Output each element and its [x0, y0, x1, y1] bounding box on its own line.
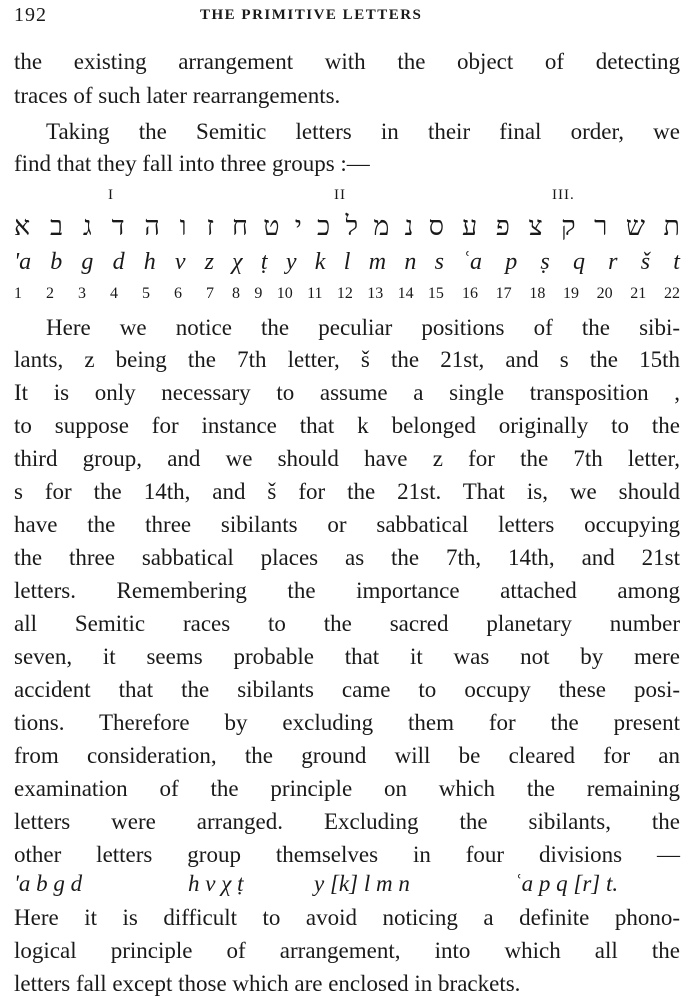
hebrew-letter: ח [232, 211, 248, 241]
translit-letter: 'a [14, 249, 32, 275]
text-line: It is only necessary to assume a single transposition , [14, 380, 680, 405]
letter-number: 14 [397, 285, 414, 302]
text-line: the existing arrangement with the object of detecting [14, 49, 680, 74]
translit-letter: y [285, 249, 297, 275]
hebrew-letter: ס [428, 211, 444, 241]
letter-number: 10 [276, 285, 293, 302]
letter-number: 18 [529, 285, 546, 302]
translit-letter: χ [232, 249, 243, 275]
group-label-1: I [108, 187, 114, 203]
hebrew-letter: ה [144, 211, 160, 241]
hebrew-group-3 [462, 210, 680, 242]
hebrew-letter: ע [462, 211, 478, 241]
hebrew-letter: ש [625, 211, 646, 241]
text-line: third group, and we should have z for the 7th letter, [14, 446, 680, 471]
hebrew-letters-row [14, 210, 680, 242]
hebrew-letter: א [14, 211, 31, 241]
text-line: Taking the Semitic letters in their final order, we [46, 119, 680, 144]
text-line: other letters group themselves in four divisions — [14, 842, 680, 867]
letter-number: 19 [562, 285, 579, 302]
hebrew-letter: ז [206, 211, 214, 241]
numbers-group-1 [14, 284, 214, 304]
letter-number: 4 [110, 285, 118, 302]
letter-number: 15 [427, 285, 444, 302]
translit-letter: p [505, 249, 518, 275]
letter-number: 3 [78, 285, 86, 302]
numbers-group-2 [232, 284, 444, 304]
letter-number: 12 [336, 285, 353, 302]
division-1: 'a b g d [14, 871, 83, 896]
text-line: letters were arranged. Excluding the sibilants, the [14, 809, 680, 834]
letter-number: 9 [254, 285, 263, 302]
translit-letter: z [204, 249, 214, 275]
text-line: from consideration, the ground will be cleared for an [14, 743, 680, 768]
text-line: the three sabbatical places as the 7th, 14th, and 21st [14, 545, 680, 570]
page-number: 192 [14, 4, 47, 26]
text-line: Here we notice the peculiar positions of the sibi- [46, 315, 680, 340]
hebrew-letter: ב [50, 211, 64, 241]
translit-letter: h [143, 249, 156, 275]
letter-number: 6 [174, 285, 182, 302]
translit-letter: ṭ [260, 249, 268, 275]
hebrew-letter: ג [82, 211, 92, 241]
letter-number: 11 [307, 285, 323, 302]
text-line: find that they fall into three groups :— [14, 151, 370, 176]
hebrew-letter: ו [179, 211, 187, 241]
text-line: all Semitic races to the sacred planetary number [14, 611, 680, 636]
hebrew-letter: פ [495, 211, 510, 241]
translit-letter: v [174, 249, 186, 275]
text-line: letters. Remembering the importance attached among [14, 578, 680, 603]
translit-letter: ʿa [462, 249, 482, 275]
text-line: tions. Therefore by excluding them for the present [14, 710, 680, 735]
translit-letter: m [368, 249, 387, 275]
translit-letter: s [434, 249, 444, 275]
letter-numbers-row [14, 284, 680, 304]
translit-group-3 [462, 247, 680, 277]
text-line: lants, z being the 7th letter, š the 21st, and s the 15th [14, 347, 680, 372]
division-3: y [k] l m n [314, 871, 410, 896]
translit-letter: t [673, 249, 680, 275]
text-line: examination of the principle on which the remaining [14, 776, 680, 801]
group-label-2: II [334, 187, 346, 203]
text-line: traces of such later rearrangements. [14, 83, 341, 108]
hebrew-group-2 [232, 210, 444, 242]
hebrew-group-1 [14, 210, 214, 242]
division-4: ʿa p q [r] t. [514, 871, 619, 896]
text-line: to suppose for instance that k belonged originally to the [14, 413, 680, 438]
translit-letter: r [608, 249, 618, 275]
hebrew-letter: ט [263, 211, 280, 241]
letter-number: 7 [206, 285, 214, 302]
translit-letter: n [404, 249, 417, 275]
hebrew-letter: מ [373, 211, 390, 241]
text-line: letters fall except those which are enclosed in brackets. [14, 971, 521, 996]
letter-number: 13 [367, 285, 384, 302]
hebrew-letter: ד [111, 211, 125, 241]
transliteration-row [14, 247, 680, 277]
translit-letter: d [112, 249, 125, 275]
division-2: h v χ ṭ [188, 871, 244, 896]
text-line: s for the 14th, and š for the 21st. That is, we should [14, 479, 680, 504]
translit-group-1 [14, 247, 214, 277]
hebrew-letter: ל [345, 211, 359, 241]
translit-letter: k [314, 249, 326, 275]
letter-number: 16 [462, 285, 478, 302]
running-title: THE PRIMITIVE LETTERS [200, 7, 423, 23]
text-line: have the three sibilants or sabbatical letters occupying [14, 512, 680, 537]
translit-group-2 [232, 247, 444, 277]
hebrew-letter: ר [594, 211, 608, 241]
letter-number: 17 [495, 285, 512, 302]
text-line: accident that the sibilants came to occupy these posi- [14, 677, 680, 702]
text-line: Here it is difficult to avoid noticing a definite phono- [14, 905, 680, 930]
translit-letter: g [81, 249, 94, 275]
translit-letter: q [572, 249, 585, 275]
translit-letter: š [640, 249, 651, 275]
letter-number: 2 [46, 285, 54, 302]
letter-number: 1 [14, 285, 22, 302]
hebrew-letter: צ [528, 211, 543, 241]
group-label-3: III. [552, 187, 575, 203]
hebrew-letter: ק [561, 211, 576, 241]
letter-number: 8 [232, 285, 240, 302]
text-line: logical principle of arrangement, into which all the [14, 938, 680, 963]
hebrew-letter: כ [317, 211, 331, 241]
translit-letter: l [343, 249, 351, 275]
hebrew-letter: ת [663, 211, 680, 241]
letter-number: 21 [630, 285, 647, 302]
translit-letter: b [50, 249, 63, 275]
letter-number: 20 [596, 285, 613, 302]
hebrew-letter: נ [404, 211, 414, 241]
letter-number: 5 [142, 285, 150, 302]
letter-number: 22 [663, 285, 680, 302]
numbers-group-3 [462, 284, 680, 304]
text-line: seven, it seems probable that it was not by mere [14, 644, 680, 669]
translit-letter: ṣ [540, 249, 550, 275]
hebrew-letter: י [294, 211, 302, 241]
